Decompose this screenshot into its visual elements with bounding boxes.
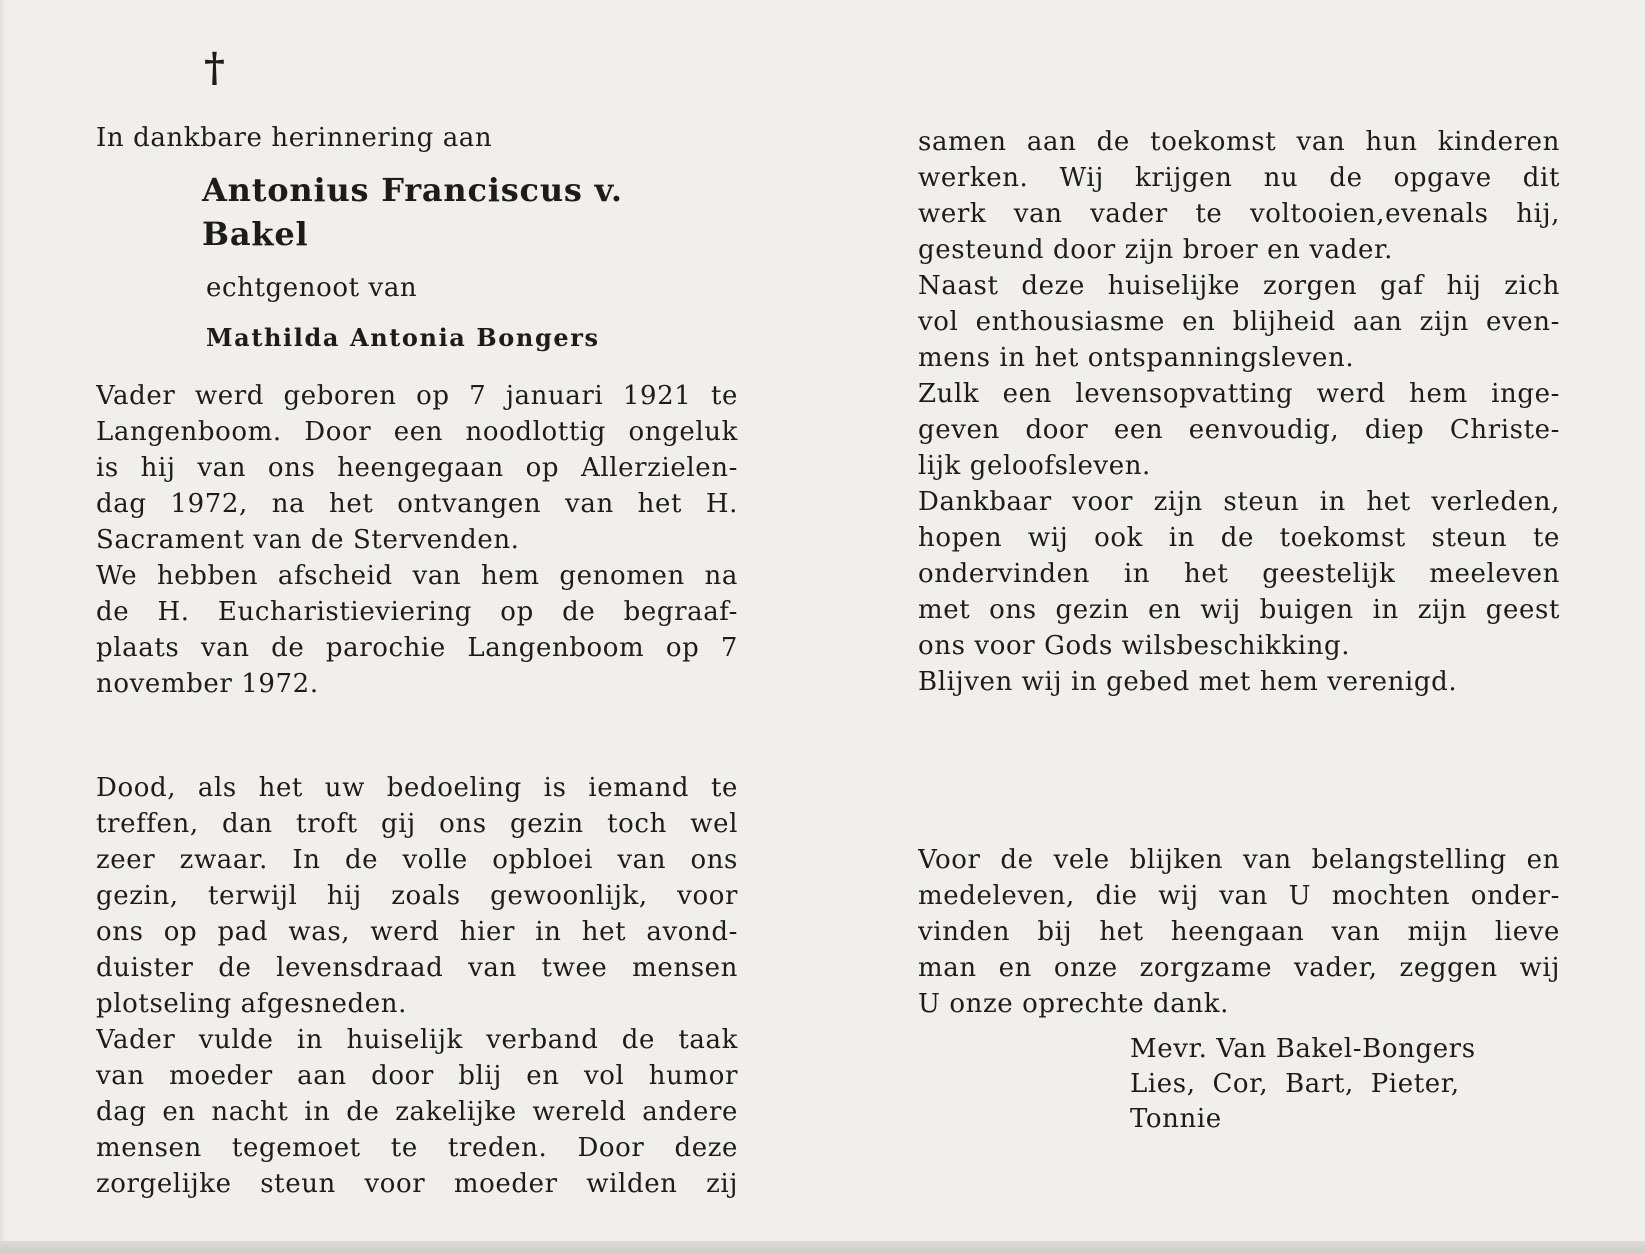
bio-line: We hebben afscheid van hem genomen na	[96, 561, 738, 591]
bio-line: de H. Eucharistieviering op de begraaf-	[96, 597, 738, 627]
text-line: met ons gezin en wij buigen in zijn geest	[918, 595, 1560, 625]
text-line: werken. Wij krijgen nu de opgave dit	[918, 163, 1560, 193]
death-paragraph	[96, 770, 738, 1202]
text-line: lijk geloofsleven.	[918, 451, 1151, 481]
cross-icon: †	[204, 44, 225, 91]
signature-line: Lies, Cor, Bart, Pieter,	[1130, 1069, 1460, 1099]
bio-line: is hij van ons heengegaan op Allerzielen-	[96, 453, 738, 483]
left-column	[96, 120, 738, 1202]
death-line: Dood, als het uw bedoeling is iemand te	[96, 773, 738, 803]
text-line: vol enthousiasme en blijheid aan zijn even-	[918, 307, 1560, 337]
text-line: Zulk een levensopvatting werd hem inge-	[918, 379, 1560, 409]
bio-line: Vader werd geboren op 7 januari 1921 te	[96, 381, 738, 411]
death-line: van moeder aan door blij en vol humor	[96, 1061, 738, 1091]
text-line: geven door een eenvoudig, diep Christe-	[918, 415, 1560, 445]
bio-line: Langenboom. Door een noodlottig ongeluk	[96, 417, 738, 447]
signature-line: Mevr. Van Bakel-Bongers	[1130, 1034, 1476, 1064]
death-line: duister de levensdraad van twee mensen	[96, 953, 738, 983]
thanks-line: Voor de vele blijken van belangstelling en	[918, 845, 1560, 875]
thanks-line: vinden bij het heengaan van mijn lieve	[918, 917, 1560, 947]
thanks-line: U onze oprechte dank.	[918, 989, 1229, 1019]
text-line: samen aan de toekomst van hun kinderen	[918, 127, 1560, 157]
death-line: zeer zwaar. In de volle opbloei van ons	[96, 845, 738, 875]
deceased-name: Antonius Franciscus v. Bakel	[202, 171, 623, 253]
biography-paragraph	[96, 378, 738, 702]
text-line: Blijven wij in gebed met hem verenigd.	[918, 667, 1458, 697]
continuation-paragraph	[918, 124, 1560, 700]
right-column	[918, 124, 1560, 1137]
bio-line: november 1972.	[96, 669, 319, 699]
signature-line: Tonnie	[1130, 1104, 1222, 1134]
death-line: ons op pad was, werd hier in het avond-	[96, 917, 738, 947]
card-left-edge	[0, 0, 6, 1253]
thanks-line: medeleven, die wij van U mochten onder-	[918, 881, 1560, 911]
death-line: Vader vulde in huiselijk verband de taak	[96, 1025, 738, 1055]
bio-line: dag 1972, na het ontvangen van het H.	[96, 489, 738, 519]
text-line: gesteund door zijn broer en vader.	[918, 235, 1393, 265]
death-line: dag en nacht in de zakelijke wereld andere	[96, 1097, 738, 1127]
death-line: plotseling afgesneden.	[96, 989, 407, 1019]
signature-block	[1130, 1032, 1560, 1137]
death-line: zorgelijke steun voor moeder wilden zij	[96, 1169, 738, 1199]
text-line: Dankbaar voor zijn steun in het verleden,	[918, 487, 1560, 517]
text-line: hopen wij ook in de toekomst steun te	[918, 523, 1560, 553]
thanks-line: man en onze zorgzame vader, zeggen wij	[918, 953, 1560, 983]
card-bottom-edge	[0, 1241, 1645, 1253]
bio-line: plaats van de parochie Langenboom op 7	[96, 633, 738, 663]
intro-line: In dankbare herinnering aan	[96, 123, 493, 153]
text-line: werk van vader te voltooien,evenals hij,	[918, 199, 1560, 229]
text-line: Naast deze huiselijke zorgen gaf hij zich	[918, 271, 1560, 301]
death-line: mensen tegemoet te treden. Door deze	[96, 1133, 738, 1163]
thanks-paragraph	[918, 842, 1560, 1022]
death-line: treffen, dan troft gij ons gezin toch wel	[96, 809, 738, 839]
spouse-label: echtgenoot van	[206, 273, 418, 303]
text-line: ons voor Gods wilsbeschikking.	[918, 631, 1351, 661]
spouse-name: Mathilda Antonia Bongers	[206, 323, 600, 352]
bio-line: Sacrament van de Stervenden.	[96, 525, 520, 555]
text-line: mens in het ontspanningsleven.	[918, 343, 1355, 373]
text-line: ondervinden in het geestelijk meeleven	[918, 559, 1560, 589]
death-line: gezin, terwijl hij zoals gewoonlijk, voor	[96, 881, 738, 911]
